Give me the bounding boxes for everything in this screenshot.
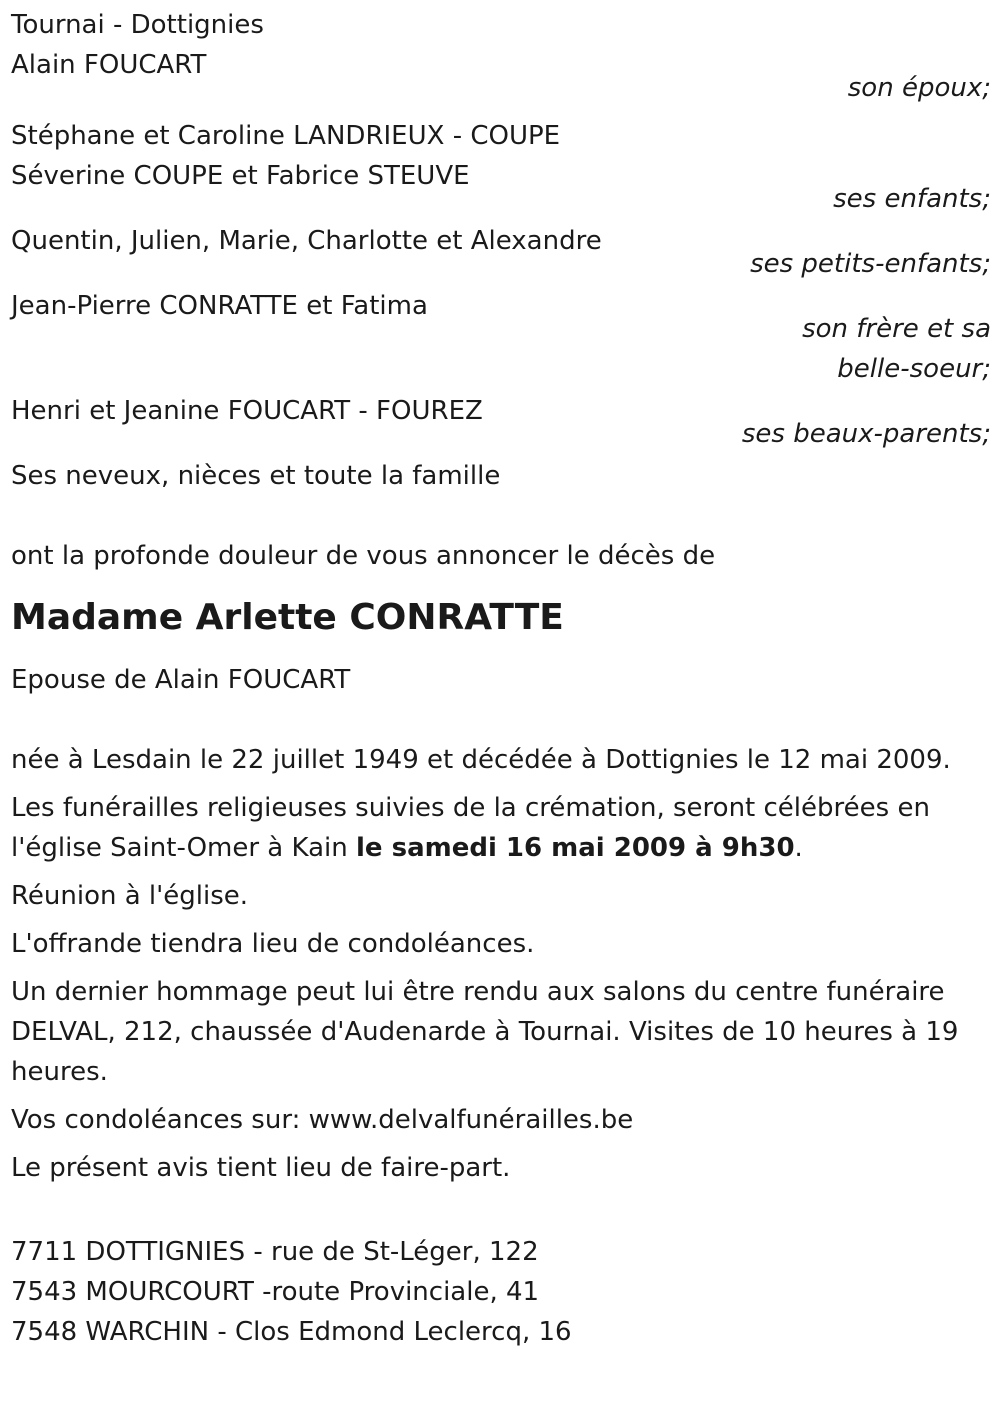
deceased-name: Madame Arlette CONRATTE [11,597,564,638]
epouse-line: Epouse de Alain FOUCART [11,665,351,695]
tribute: Un dernier hommage peut lui être rendu aux salons du centre funéraire DELVAL, 212, chaussée d'Audenarde à Tournai. Visites de 10 heures à 19 heures. [11,977,959,1087]
funeral-text: Les funérailles religieuses suivies de la crémation, seront célébrées en l'église Saint-Omer à Kain [11,793,930,863]
other-family: Ses neveux, nièces et toute la famille [11,461,501,491]
funeral-paragraph [11,788,991,868]
meeting: Réunion à l'église. [11,881,249,911]
birth-death: née à Lesdain le 22 juillet 1949 et décédée à Dottignies le 12 mai 2009. [11,745,951,775]
grandchildren: Quentin, Julien, Marie, Charlotte et Alexandre [11,226,602,256]
address-3: 7548 WARCHIN - Clos Edmond Leclercq, 16 [11,1317,572,1347]
children-line-1: Stéphane et Caroline LANDRIEUX - COUPE [11,121,561,151]
funeral-date: le samedi 16 mai 2009 à 9h30 [356,833,795,863]
address-2: 7543 MOURCOURT -route Provinciale, 41 [11,1277,540,1307]
inlaws-role: ses beaux-parents; [741,419,991,449]
sibling-role-1: son frère et sa [802,314,991,344]
address-1: 7711 DOTTIGNIES - rue de St-Léger, 122 [11,1237,539,1267]
announcement-intro: ont la profonde douleur de vous annoncer le décès de [11,541,716,571]
condolences: Vos condoléances sur: www.delvalfunérailles.be [11,1105,634,1135]
funeral-end: . [794,833,803,863]
offering: L'offrande tiendra lieu de condoléances. [11,929,535,959]
spouse-name: Alain FOUCART [11,50,207,80]
sibling-role-2: belle-soeur; [837,354,991,384]
location: Tournai - Dottignies [11,10,264,40]
sibling: Jean-Pierre CONRATTE et Fatima [11,291,428,321]
inlaws: Henri et Jeanine FOUCART - FOUREZ [11,396,483,426]
children-role: ses enfants; [833,184,991,214]
grandchildren-role: ses petits-enfants; [750,249,991,279]
spouse-role: son époux; [847,73,991,103]
children-line-2: Séverine COUPE et Fabrice STEUVE [11,161,470,191]
obituary-notice [11,5,991,1352]
notice: Le présent avis tient lieu de faire-part. [11,1153,511,1183]
